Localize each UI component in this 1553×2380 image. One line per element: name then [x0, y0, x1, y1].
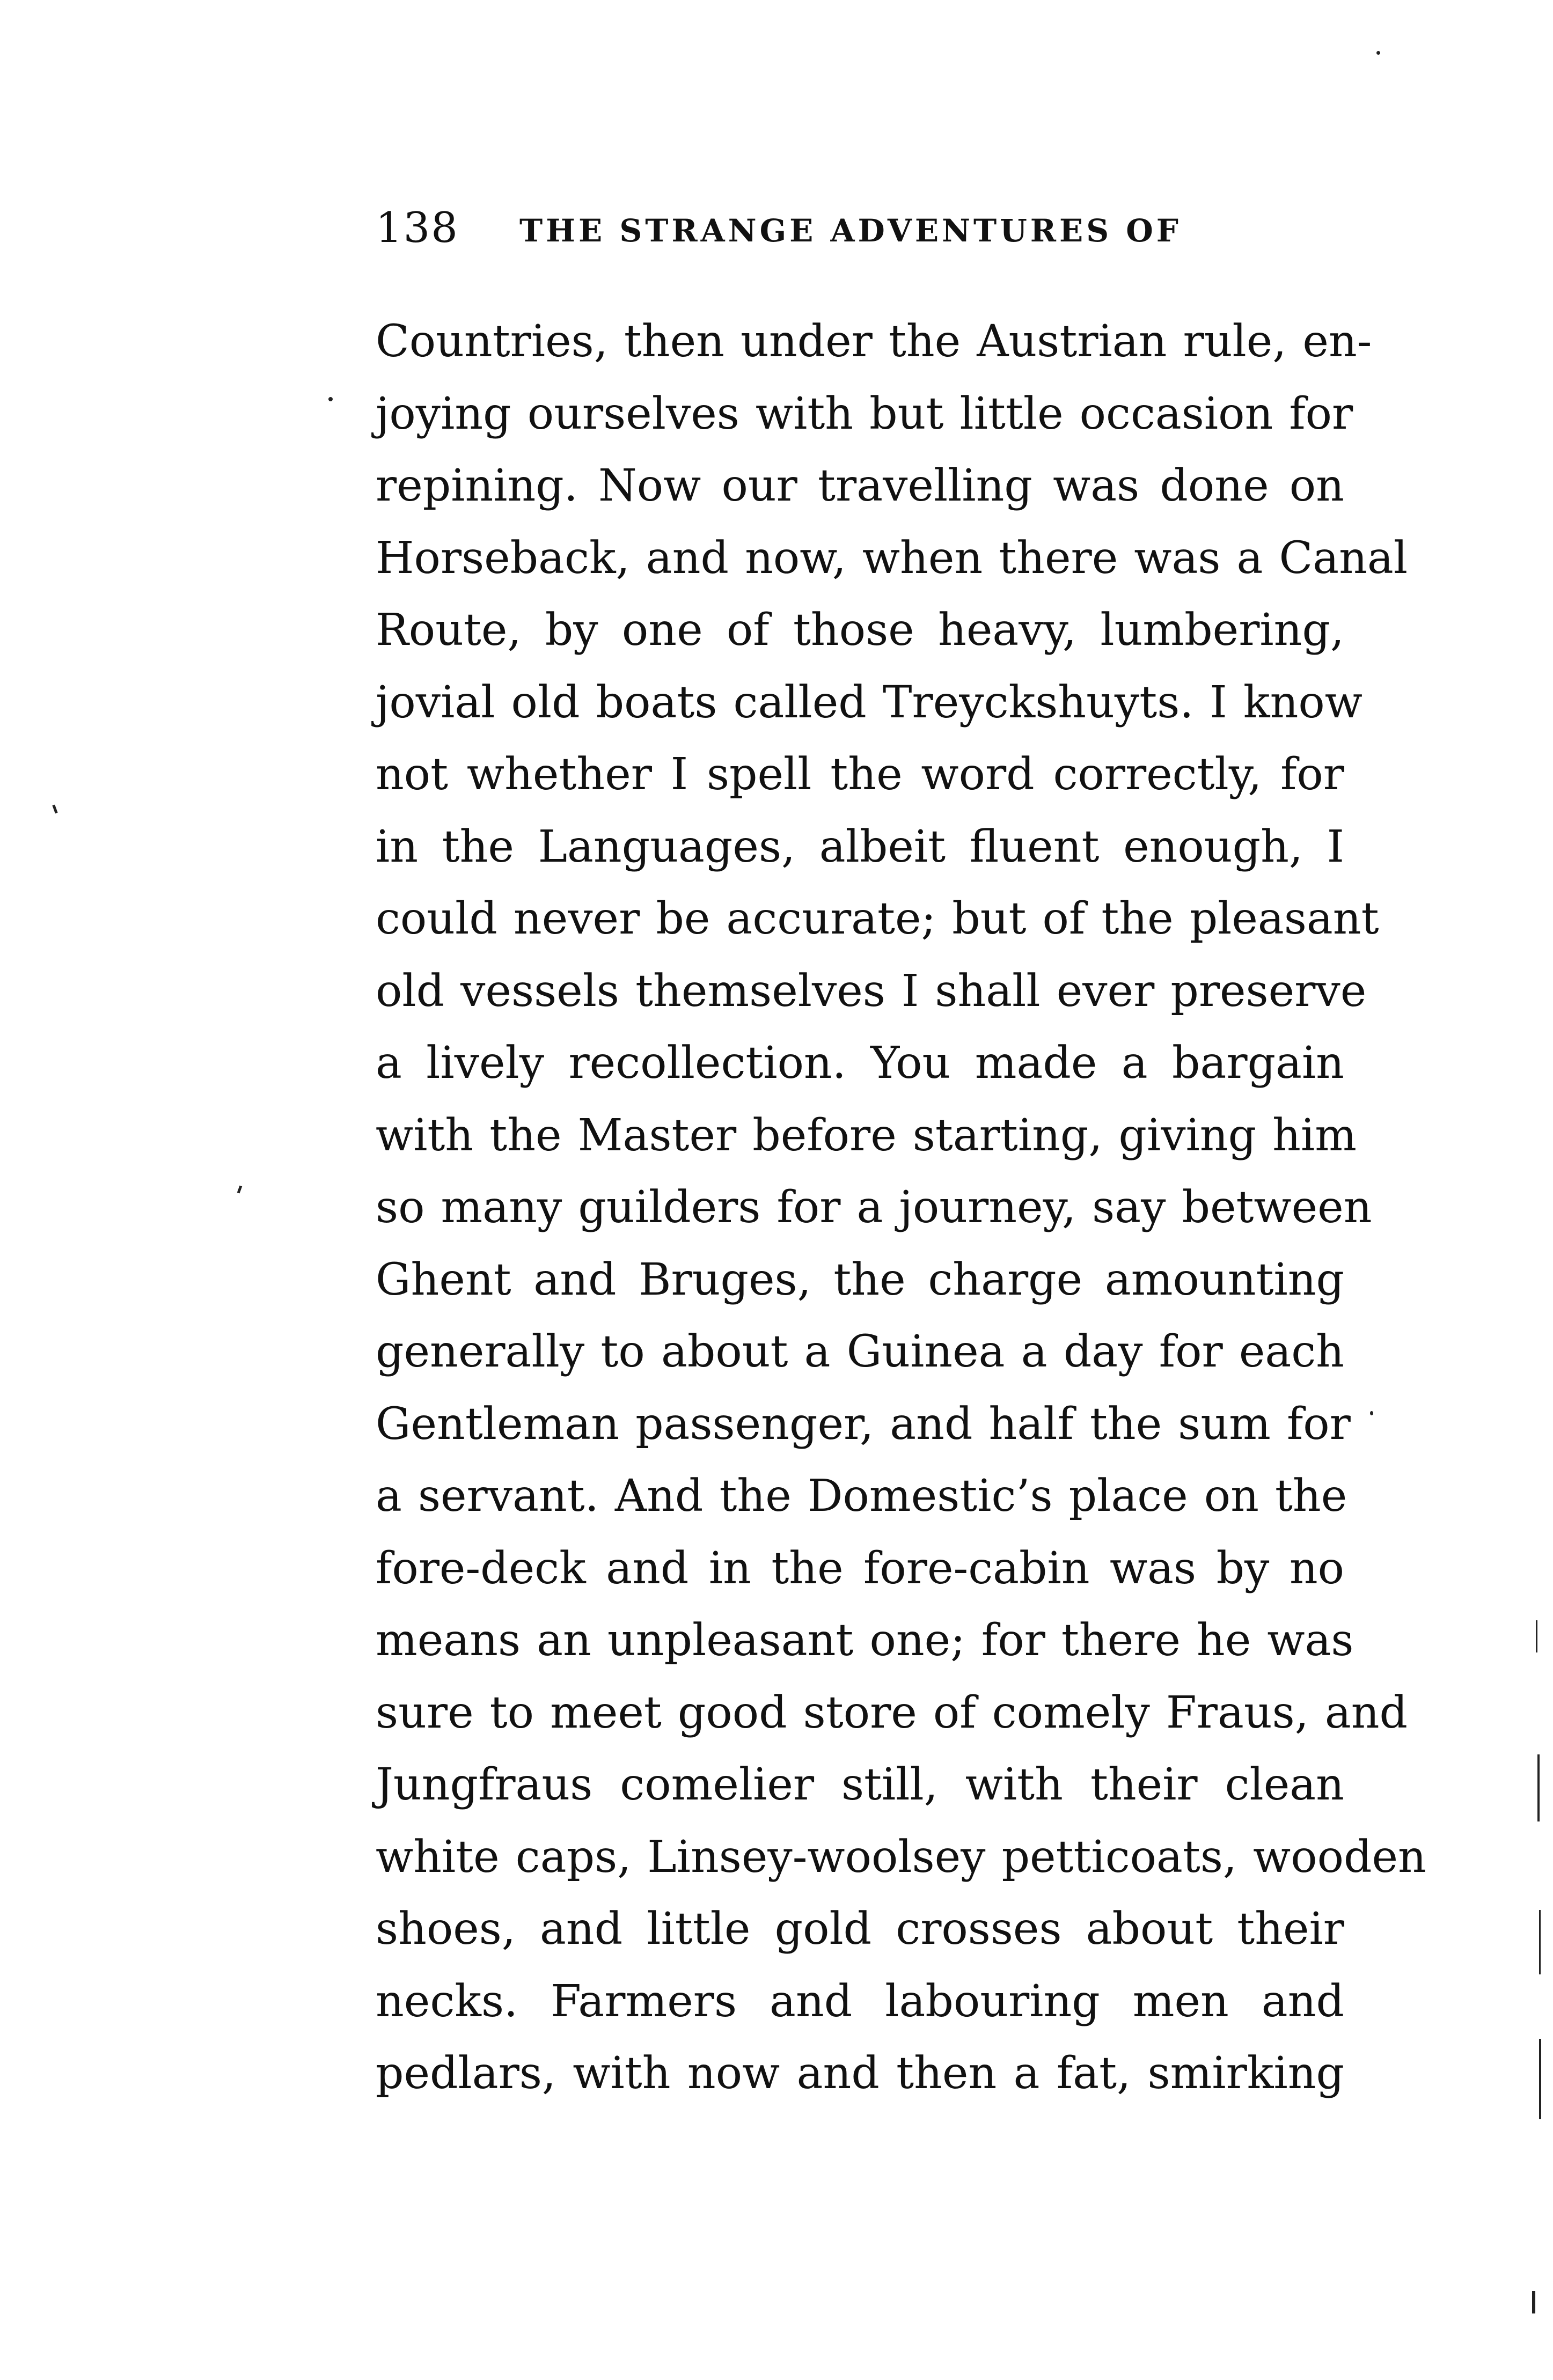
text-line: necks. Farmers and labouring men and	[376, 1975, 1344, 2027]
running-title: THE STRANGE ADVENTURES OF	[519, 212, 1182, 249]
text-line: joying ourselves with but little occasion for	[376, 388, 1353, 439]
text-line: pedlars, with now and then a fat, smirking	[376, 2048, 1344, 2099]
text-line: Ghent and Bruges, the charge amounting	[376, 1254, 1344, 1305]
text-line: sure to meet good store of comely Fraus, and	[376, 1687, 1408, 1738]
text-line: repining. Now our travelling was done on	[376, 460, 1344, 511]
text-line: generally to about a Guinea a day for each	[376, 1326, 1344, 1377]
text-line: jovial old boats called Treyckshuyts. I know	[376, 677, 1362, 728]
scan-speck	[1370, 1411, 1373, 1415]
text-line: not whether I spell the word correctly, for	[376, 749, 1344, 800]
text-line: a servant. And the Domestic’s place on the	[376, 1471, 1347, 1522]
scan-speck	[52, 805, 57, 814]
page-header	[376, 199, 1352, 258]
body-text	[376, 306, 1426, 2110]
text-line: with the Master before starting, giving him	[376, 1110, 1357, 1161]
scan-edge-line	[1537, 1754, 1540, 1821]
text-line: Horseback, and now, when there was a Canal	[376, 532, 1408, 584]
scan-speck	[1376, 51, 1380, 55]
page-number: 138	[376, 204, 459, 252]
scan-edge-line	[1536, 1620, 1537, 1652]
text-line: a lively recollection. You made a bargain	[376, 1038, 1344, 1089]
text-line: Gentleman passenger, and half the sum for	[376, 1398, 1351, 1450]
text-line: fore-deck and in the fore-cabin was by no	[376, 1542, 1344, 1594]
scan-edge-line	[1532, 2291, 1535, 2313]
text-line: Countries, then under the Austrian rule, en-	[376, 316, 1372, 367]
text-line: white caps, Linsey-woolsey petticoats, wooden	[376, 1831, 1426, 1883]
text-line: in the Languages, albeit fluent enough, I	[376, 821, 1344, 872]
text-line: old vessels themselves I shall ever preserve	[376, 965, 1367, 1017]
scan-speck	[328, 397, 333, 401]
text-line: Route, by one of those heavy, lumbering,	[376, 605, 1344, 656]
scan-edge-line	[1539, 1910, 1541, 1974]
scan-edge-line	[1539, 2039, 1541, 2119]
text-line: shoes, and little gold crosses about their	[376, 1904, 1344, 1955]
text-line: Jungfraus comelier still, with their clean	[376, 1759, 1344, 1810]
text-line: means an unpleasant one; for there he was	[376, 1615, 1354, 1666]
text-line: could never be accurate; but of the pleasant	[376, 893, 1379, 944]
scan-speck	[237, 1186, 242, 1194]
text-line: so many guilders for a journey, say between	[376, 1182, 1372, 1233]
